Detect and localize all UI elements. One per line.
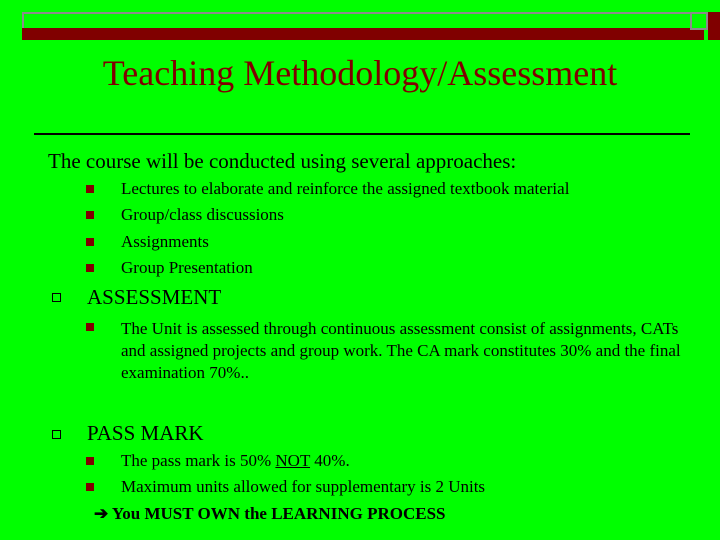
pass-mark-not: NOT xyxy=(275,451,311,470)
supplementary-item: Maximum units allowed for supplementary is 2 Units xyxy=(121,477,486,496)
square-bullet-icon xyxy=(86,185,94,193)
title-divider xyxy=(34,133,690,135)
approach-item: Group/class discussions xyxy=(121,205,284,224)
hollow-square-bullet-icon xyxy=(52,430,61,439)
square-bullet-icon xyxy=(86,323,94,331)
intro-text: The course will be conducted using several approaches: xyxy=(48,149,517,173)
assessment-text: The Unit is assessed through continuous assessment consist of assignments, CATs and assigned projects and group work. The CA mark constitutes 30% and the final examination 70%.. xyxy=(121,319,681,382)
hollow-square-bullet-icon xyxy=(52,293,61,302)
title-bar-fill xyxy=(22,28,704,40)
square-bullet-icon xyxy=(86,264,94,272)
approach-item: Lectures to elaborate and reinforce the assigned textbook material xyxy=(121,179,570,198)
square-bullet-icon xyxy=(86,238,94,246)
assessment-heading: ASSESSMENT xyxy=(87,285,222,309)
square-bullet-icon xyxy=(86,457,94,465)
approach-item: Assignments xyxy=(121,232,209,251)
pass-mark-heading: PASS MARK xyxy=(87,421,204,445)
arrow-right-icon: ➔ xyxy=(94,504,109,523)
square-bullet-icon xyxy=(86,211,94,219)
decorative-title-bar xyxy=(22,12,708,40)
title-bar-square-outline xyxy=(690,12,708,30)
slide-title: Teaching Methodology/Assessment xyxy=(102,53,618,93)
title-bar-square-filled xyxy=(708,12,720,40)
pass-mark-text-before: The pass mark is 50% xyxy=(121,451,276,470)
pass-mark-item xyxy=(121,451,350,471)
pass-mark-text-after: 40%. xyxy=(310,451,350,470)
approach-item: Group Presentation xyxy=(121,258,253,277)
emphasis-line xyxy=(94,504,445,524)
square-bullet-icon xyxy=(86,483,94,491)
emphasis-text: You MUST OWN the LEARNING PROCESS xyxy=(111,504,446,523)
